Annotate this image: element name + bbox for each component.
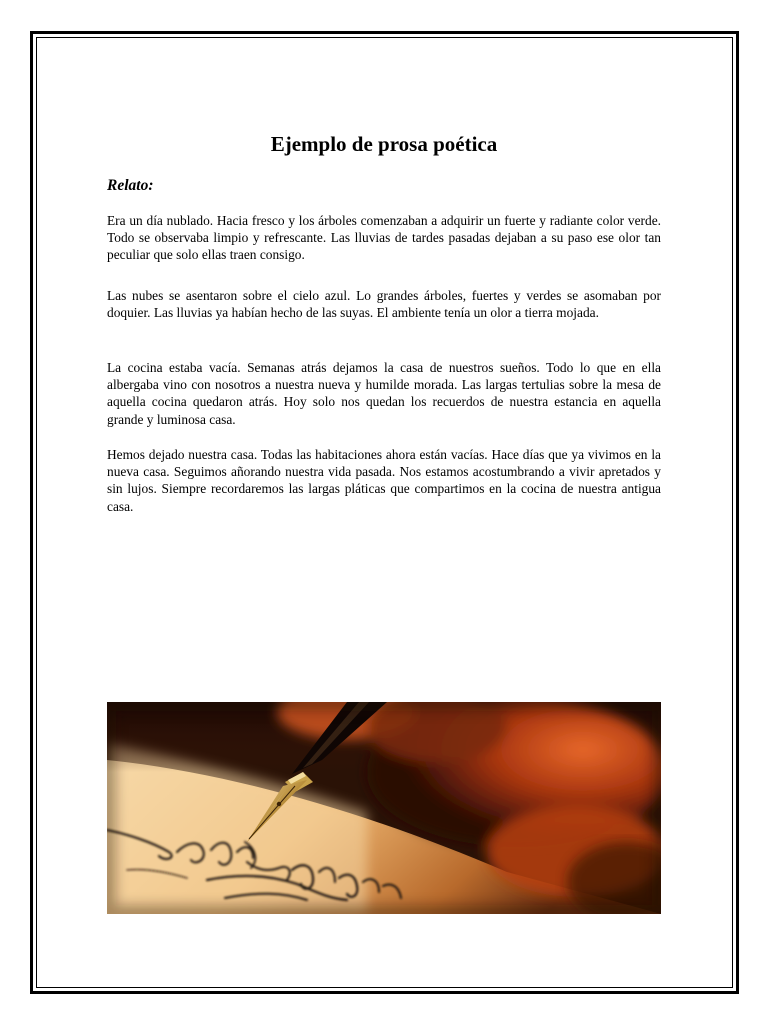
paragraph-4: Hemos dejado nuestra casa. Todas las habitaciones ahora están vacías. Hace días que ya vivimos en la nueva casa. Seguimos añorando nuestra vida pasada. Nos estamos acostumbrando a vivir apretados y sin lujos. Siempre recordaremos las largas pláticas que compartimos en la cocina de nuestra antigua casa. — [107, 447, 661, 514]
section-heading: Relato: — [107, 177, 154, 194]
pen-writing-photo — [107, 702, 661, 914]
paragraph-1: Era un día nublado. Hacia fresco y los árboles comenzaban a adquirir un fuerte y radiante color verde. Todo se observaba limpio y refrescante. Las lluvias de tardes pasadas dejaban a su paso ese olor tan peculiar que solo ellas traen consigo. — [107, 213, 661, 263]
pen-writing-illustration — [107, 702, 661, 914]
paragraph-3: La cocina estaba vacía. Semanas atrás dejamos la casa de nuestros sueños. Todo lo que en ella albergaba vino con nosotros a nuestra nueva y humilde morada. Las largas tertulias sobre la mesa de aquella cocina quedaron atrás. Hoy solo nos quedan los recuerdos de nuestra estancia en aquella grande y luminosa casa. — [107, 360, 661, 427]
document-title: Ejemplo de prosa poética — [270, 132, 498, 156]
paragraph-2: Las nubes se asentaron sobre el cielo azul. Lo grandes árboles, fuertes y verdes se asomaban por doquier. Las lluvias ya habían hecho de las suyas. El ambiente tenía un olor a tierra mojada. — [107, 288, 661, 321]
